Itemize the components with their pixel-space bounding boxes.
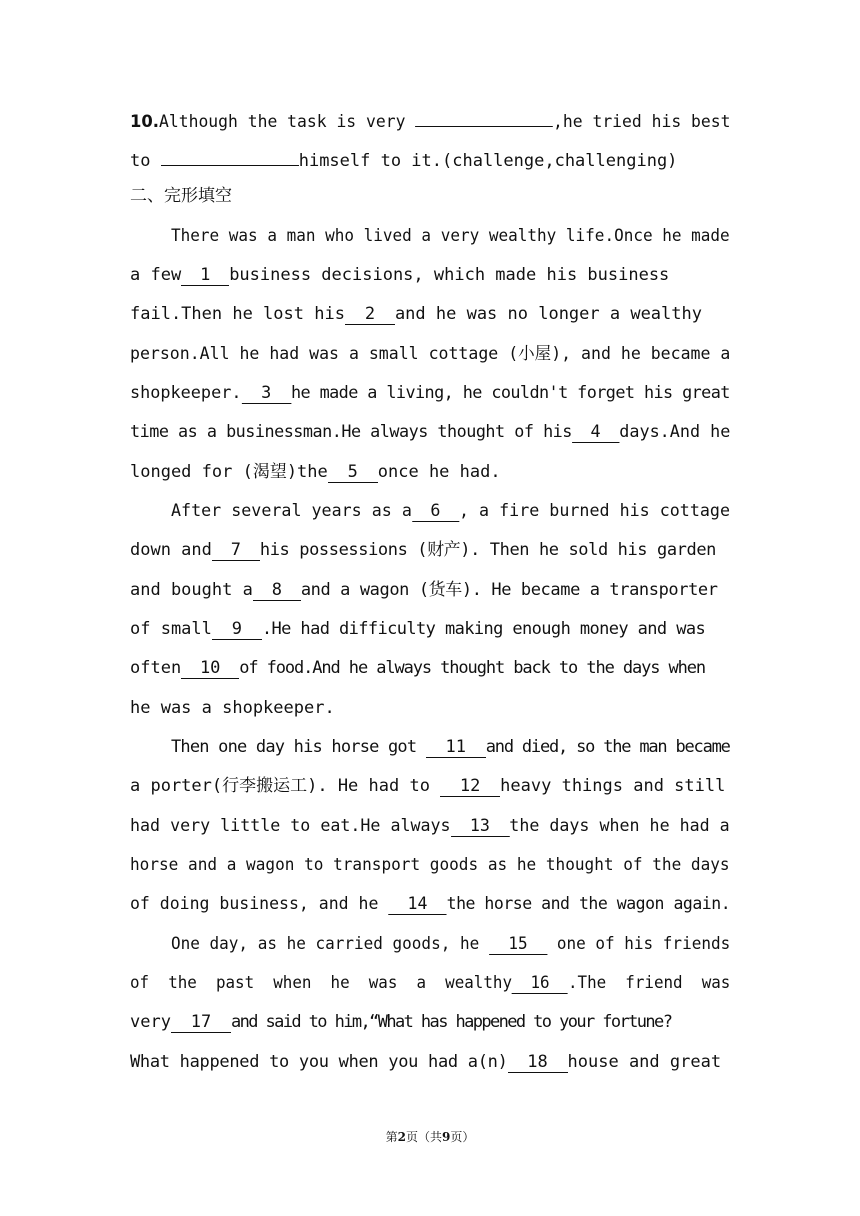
cloze-blank-17[interactable]: 17 (171, 1012, 231, 1033)
passage-line: of the past when he was a wealthy 16 .The friend was (130, 973, 731, 993)
passage-line: a few 1 business decisions, which made his business (130, 265, 670, 285)
cloze-blank-9[interactable]: 9 (212, 619, 262, 640)
cloze-blank-16[interactable]: 16 (512, 973, 568, 994)
cloze-blank-10[interactable]: 10 (181, 658, 239, 679)
cloze-blank-13[interactable]: 13 (451, 816, 510, 837)
passage-line: horse and a wagon to transport goods as he thought of the days (130, 855, 730, 875)
answer-blank[interactable] (415, 106, 553, 127)
q10-text: Although the task is very (159, 112, 416, 132)
cloze-blank-15[interactable]: 15 (489, 934, 547, 955)
q10-text: ,he tried his best (553, 112, 731, 132)
passage-line: often 10 of food.And he always thought back to the days when (130, 658, 706, 678)
passage-line: and bought a 8 and a wagon (货车). He became a transporter (130, 580, 718, 600)
q10-text: himself to it.(challenge,challenging) (298, 151, 678, 171)
q10-line-1 (130, 106, 730, 130)
passage-line: fail.Then he lost his 2 and he was no longer a wealthy (130, 304, 702, 324)
passage-line: One day, as he carried goods, he 15 one of his friends (171, 934, 731, 954)
cloze-blank-14[interactable]: 14 (388, 894, 446, 915)
cloze-blank-7[interactable]: 7 (212, 540, 260, 561)
passage-line: had very little to eat.He always 13 the days when he had a (130, 816, 730, 836)
page-footer: 第2页（共9页） (385, 1130, 475, 1144)
passage-line: a porter(行李搬运工). He had to 12 heavy things and still (130, 776, 726, 796)
cloze-blank-2[interactable]: 2 (345, 304, 395, 325)
passage-line: What happened to you when you had a(n) 18 house and great (130, 1052, 722, 1072)
page-number: 2 (397, 1130, 406, 1144)
cloze-blank-4[interactable]: 4 (572, 422, 619, 443)
q10-text: to (130, 151, 161, 171)
passage-line: time as a businessman.He always thought of his 4 days.And he (130, 422, 731, 442)
page-total: 9 (442, 1130, 451, 1144)
cloze-blank-8[interactable]: 8 (253, 580, 301, 601)
cloze-blank-18[interactable]: 18 (508, 1052, 568, 1073)
passage-line: There was a man who lived a very wealthy life.Once he made (171, 226, 730, 246)
section-heading: 二、完形填空 (130, 186, 232, 206)
cloze-blank-1[interactable]: 1 (181, 265, 229, 286)
cloze-blank-11[interactable]: 11 (426, 737, 486, 758)
passage-line: he was a shopkeeper. (130, 698, 335, 718)
cloze-blank-3[interactable]: 3 (241, 383, 291, 404)
answer-blank[interactable] (161, 145, 299, 166)
passage-line: of doing business, and he 14 the horse and the wagon again. (130, 894, 731, 914)
cloze-blank-5[interactable]: 5 (328, 462, 378, 483)
passage-line: After several years as a 6 , a fire burned his cottage (171, 501, 730, 521)
cloze-blank-12[interactable]: 12 (440, 776, 500, 797)
passage-line: down and 7 his possessions (财产). Then he sold his garden (130, 540, 716, 560)
passage-line: longed for (渴望)the 5 once he had. (130, 462, 501, 482)
passage-line: shopkeeper. 3 he made a living, he couldn't forget his great (130, 383, 730, 403)
q10-line-2 (130, 145, 730, 169)
passage-line: person.All he had was a small cottage (小屋), and he became a (130, 344, 731, 364)
cloze-blank-6[interactable]: 6 (412, 501, 459, 522)
passage-line: very 17 and said to him,“What has happened to your fortune? (130, 1012, 672, 1032)
passage-line: Then one day his horse got 11 and died, so the man became (171, 737, 730, 757)
question-number: 10. (130, 112, 160, 132)
passage-line: of small 9 .He had difficulty making enough money and was (130, 619, 706, 639)
